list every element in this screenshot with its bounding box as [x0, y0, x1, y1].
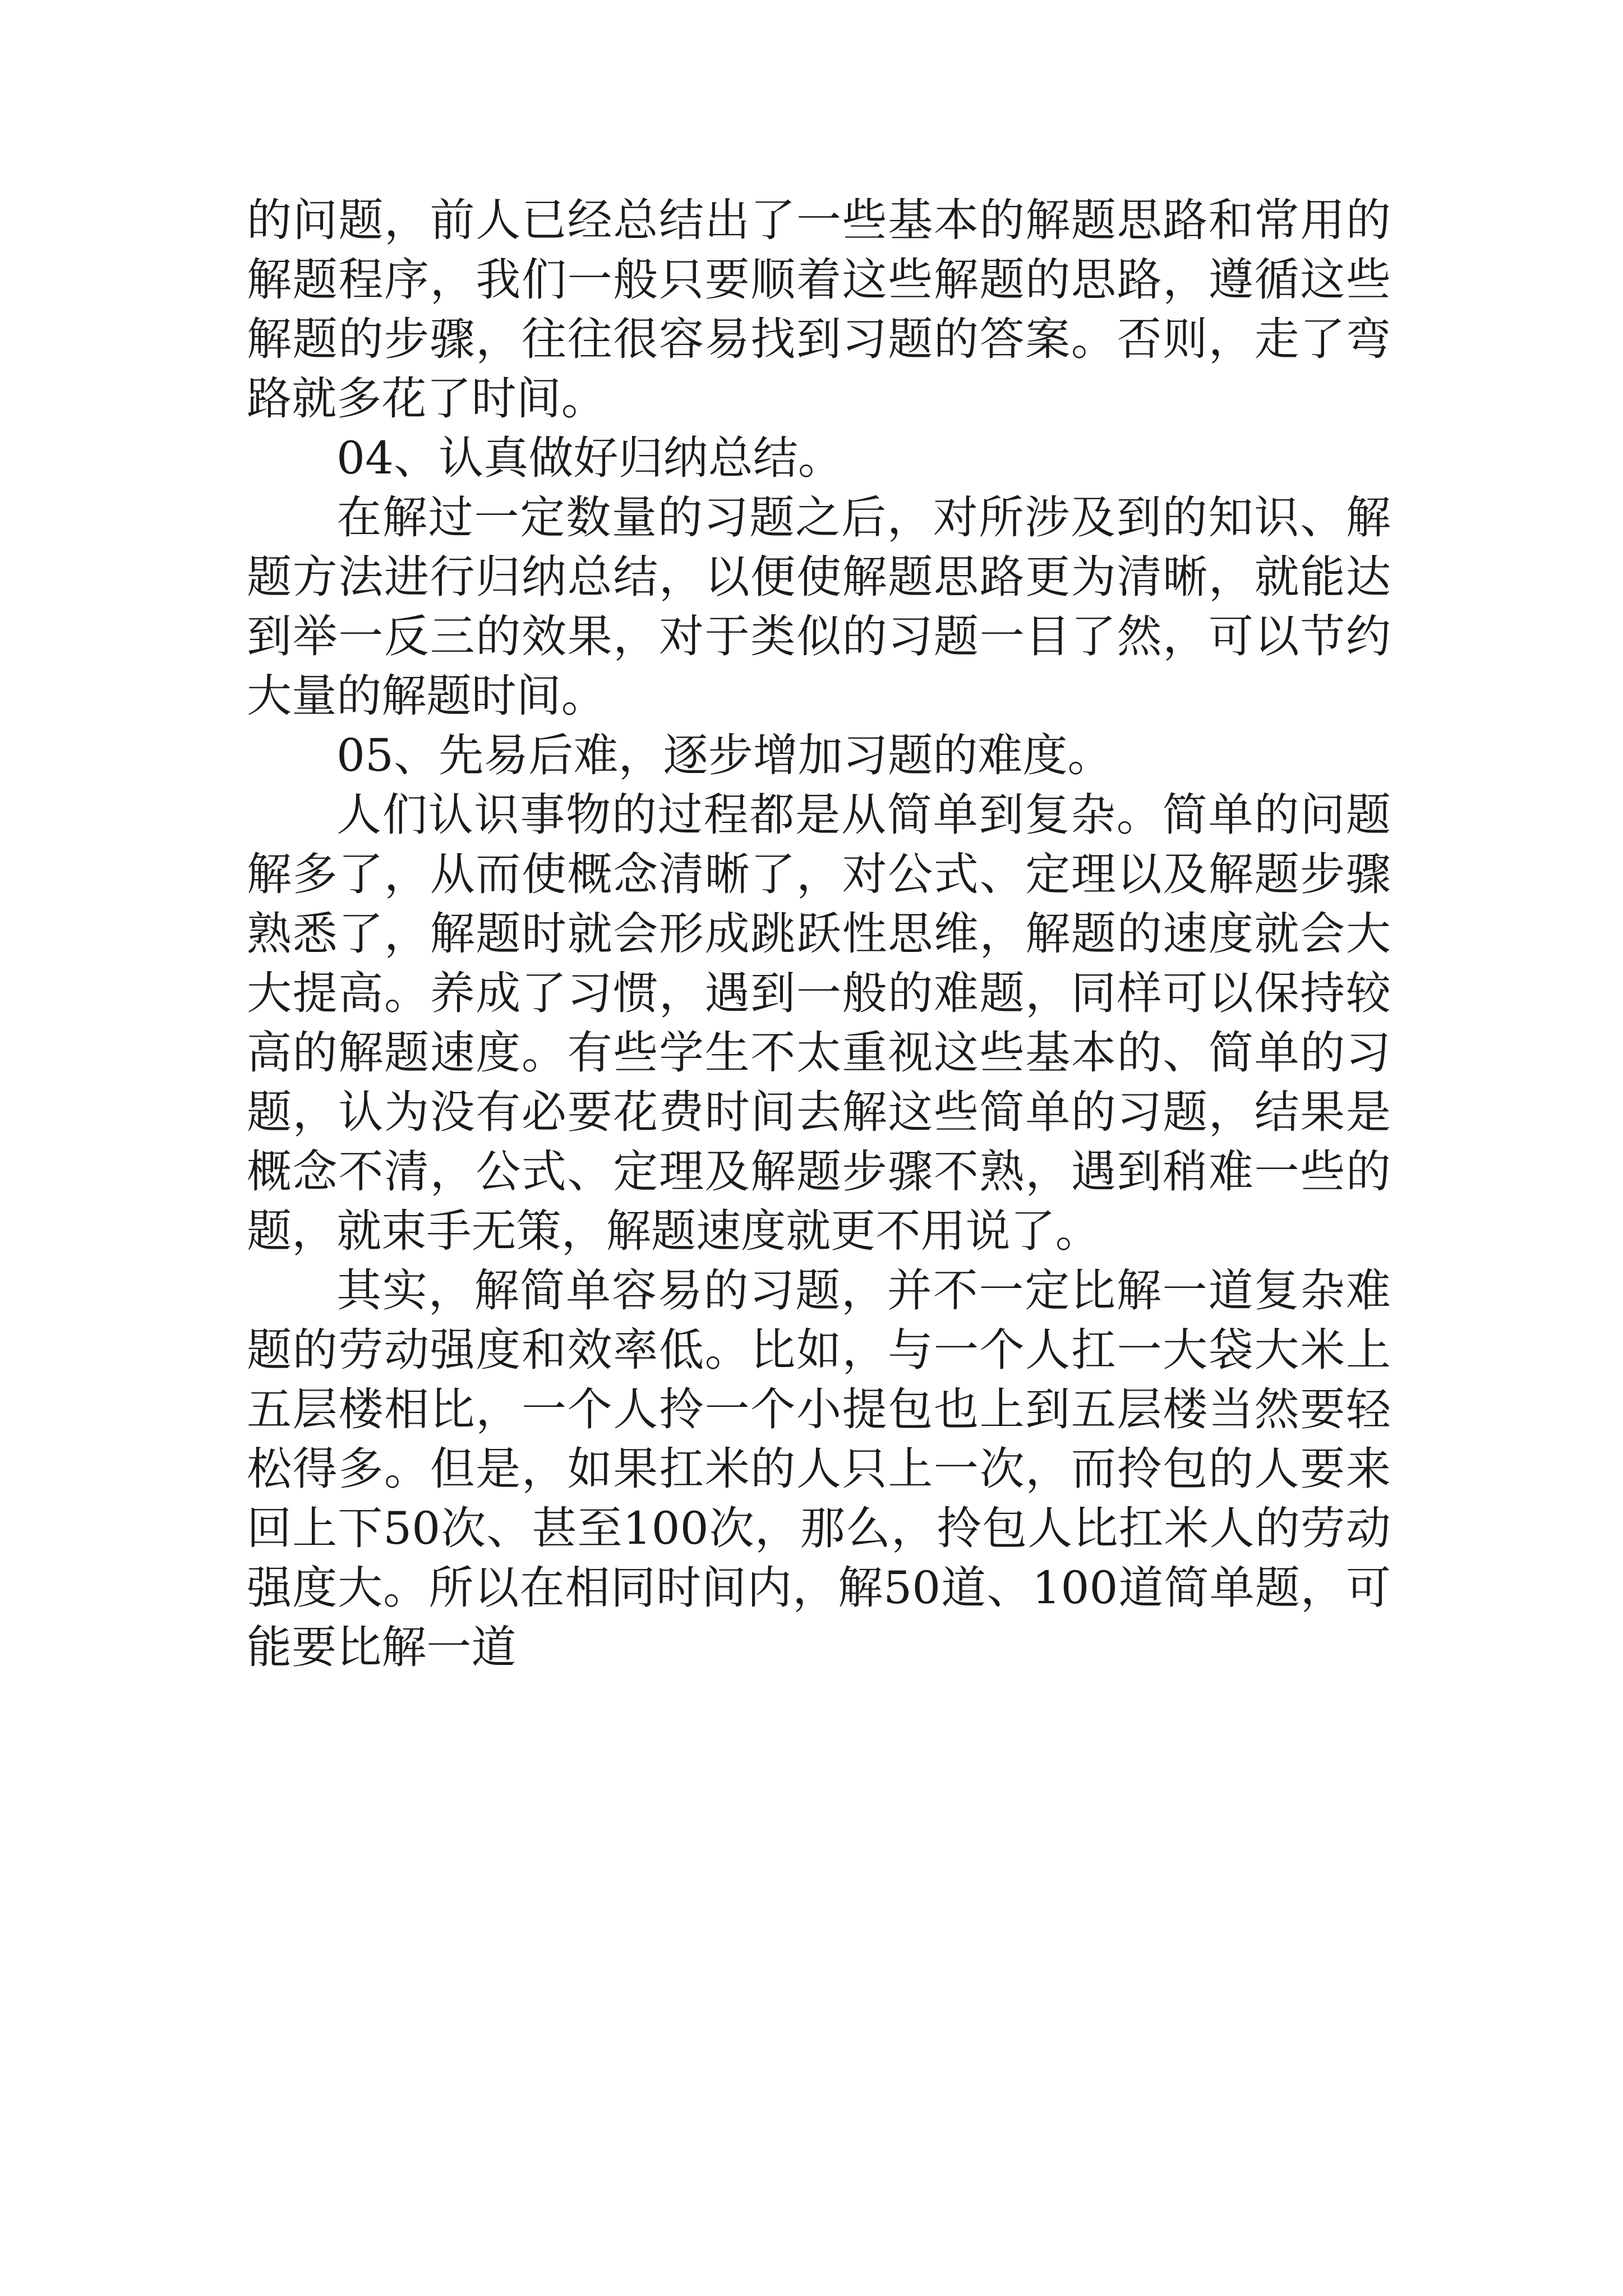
paragraph-continuation: 的问题，前人已经总结出了一些基本的解题思路和常用的解题程序，我们一般只要顺着这些解题的思路，遵循这些解题的步骤，往往很容易找到习题的答案。否则，走了弯路就多花了时间。: [247, 194, 1391, 425]
paragraph-summary: 在解过一定数量的习题之后，对所涉及到的知识、解题方法进行归纳总结，以便使解题思路更为清晰，就能达到举一反三的效果，对于类似的习题一目了然，可以节约大量的解题时间。: [247, 491, 1391, 722]
paragraph-easy-to-hard: 人们认识事物的过程都是从简单到复杂。简单的问题解多了，从而使概念清晰了，对公式、定理以及解题步骤熟悉了，解题时就会形成跳跃性思维，解题的速度就会大大提高。养成了习惯，遇到一般的难题，同样可以保持较高的解题速度。有些学生不太重视这些基本的、简单的习题，认为没有必要花费时间去解这些简单的习题，结果是概念不清，公式、定理及解题步骤不熟，遇到稍难一些的题，就束手无策，解题速度就更不用说了。: [247, 789, 1391, 1257]
section-heading-04: 04、认真做好归纳总结。: [336, 432, 843, 484]
document-body: [247, 191, 1391, 1677]
section-heading-05: 05、先易后难，逐步增加习题的难度。: [336, 729, 1113, 781]
paragraph-analogy: 其实，解简单容易的习题，并不一定比解一道复杂难题的劳动强度和效率低。比如，与一个人扛一大袋大米上五层楼相比，一个人拎一个小提包也上到五层楼当然要轻松得多。但是，如果扛米的人只上一次，而拎包的人要来回上下50次、甚至100次，那么，拎包人比扛米人的劳动强度大。所以在相同时间内，解50道、100道简单题，可能要比解一道: [247, 1264, 1391, 1673]
